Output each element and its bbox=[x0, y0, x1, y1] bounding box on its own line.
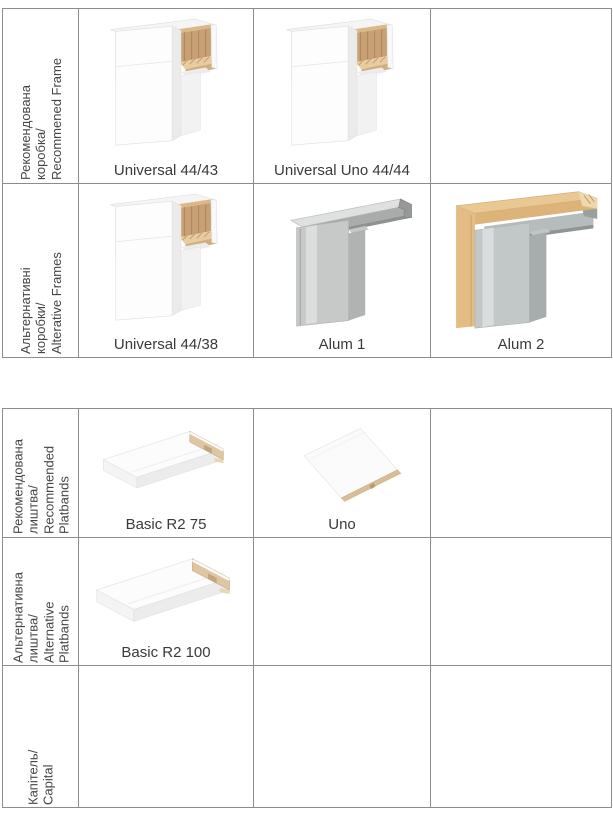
label-line: Альтернативна bbox=[9, 571, 25, 663]
empty-cell bbox=[431, 9, 612, 184]
cell-basic-r2-75 bbox=[79, 409, 254, 538]
cell-universal-44-43 bbox=[79, 9, 254, 184]
caption-alum-2: Alum 2 bbox=[497, 336, 545, 353]
caption-universal-44-38: Universal 44/38 bbox=[113, 336, 219, 353]
label-line: Капітель/ bbox=[25, 749, 41, 805]
caption-uno-platband: Uno bbox=[328, 516, 356, 533]
cell-universal-uno-44-44 bbox=[254, 9, 431, 184]
label-line: Platbands bbox=[55, 604, 71, 663]
label-line: лиштва/ bbox=[25, 485, 41, 534]
cell-basic-r2-100 bbox=[79, 538, 254, 666]
photo-universal-44-38 bbox=[91, 187, 241, 321]
label-line: Capital bbox=[40, 764, 56, 805]
platbands-table bbox=[2, 408, 612, 808]
row-label-text bbox=[18, 188, 64, 354]
empty-cell bbox=[79, 666, 254, 808]
photo-universal-uno-44-44 bbox=[267, 12, 417, 146]
row-label-alternative-platbands bbox=[3, 538, 79, 666]
photo-uno-platband bbox=[267, 417, 417, 505]
caption-universal-44-43: Universal 44/43 bbox=[113, 162, 219, 179]
cell-universal-44-38 bbox=[79, 184, 254, 358]
label-line: Рекомендована bbox=[17, 85, 33, 180]
frames-table bbox=[2, 8, 612, 358]
empty-cell bbox=[254, 538, 431, 666]
empty-cell bbox=[431, 666, 612, 808]
label-line: Alterative Frames bbox=[48, 251, 64, 354]
label-line: Recommened Frame bbox=[48, 57, 64, 180]
caption-universal-uno-44-44: Universal Uno 44/44 bbox=[274, 162, 410, 179]
label-line: лиштва/ bbox=[25, 613, 41, 663]
empty-cell bbox=[254, 666, 431, 808]
label-line: Recommended bbox=[40, 445, 56, 534]
label-line: коробка/ bbox=[32, 128, 48, 180]
photo-basic-r2-75 bbox=[91, 419, 241, 503]
cell-alum-1 bbox=[254, 184, 431, 358]
row-label-text bbox=[10, 412, 71, 534]
label-line: Альтернативні bbox=[17, 266, 33, 354]
photo-basic-r2-100 bbox=[83, 545, 249, 638]
label-line: Platbands bbox=[55, 476, 71, 534]
caption-basic-r2-75: Basic R2 75 bbox=[125, 516, 207, 533]
label-line: Alternative bbox=[40, 601, 56, 663]
row-label-text bbox=[18, 12, 64, 180]
row-label-recommended-platbands bbox=[3, 409, 79, 538]
cell-uno-platband bbox=[254, 409, 431, 538]
label-line: коробки/ bbox=[32, 301, 48, 354]
photo-universal-44-43 bbox=[91, 12, 241, 146]
photo-alum-1 bbox=[263, 187, 421, 328]
row-label-alternative-frames bbox=[3, 184, 79, 358]
empty-cell bbox=[431, 409, 612, 538]
cell-alum-2 bbox=[431, 184, 612, 358]
caption-basic-r2-100: Basic R2 100 bbox=[121, 644, 211, 661]
label-line: Рекомендована bbox=[9, 439, 25, 534]
row-label-capital bbox=[3, 666, 79, 808]
row-label-text bbox=[10, 541, 71, 663]
empty-cell bbox=[431, 538, 612, 666]
photo-alum-2 bbox=[441, 187, 601, 330]
row-label-recommended-frame bbox=[3, 9, 79, 184]
caption-alum-1: Alum 1 bbox=[318, 336, 366, 353]
row-label-text bbox=[25, 669, 56, 805]
